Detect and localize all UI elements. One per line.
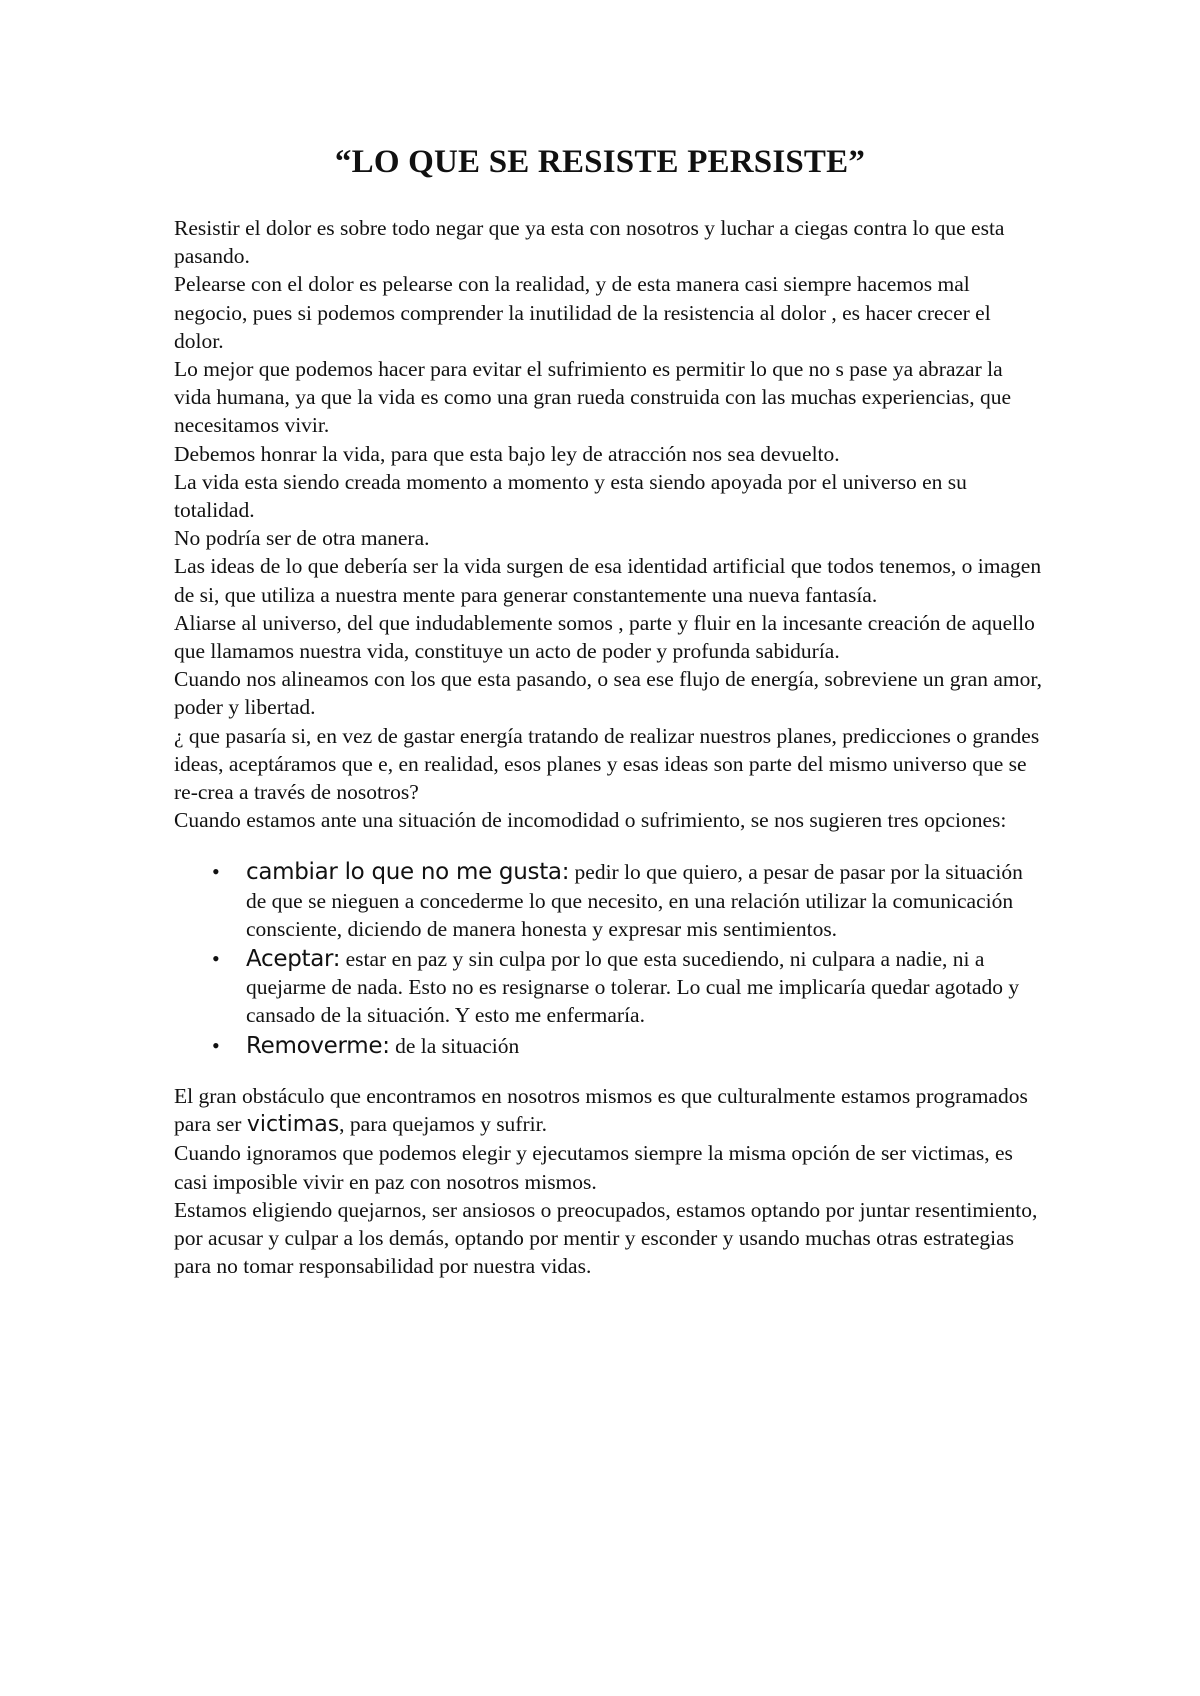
- option-item: [212, 1032, 1044, 1060]
- paragraph: Debemos honrar la vida, para que esta bajo ley de atracción nos sea devuelto.: [174, 441, 840, 466]
- page-title: “LO QUE SE RESISTE PERSISTE”: [334, 144, 866, 180]
- options-list: [174, 858, 1044, 1059]
- paragraph: Aliarse al universo, del que indudablemente somos , parte y fluir en la incesante creación de aquello que llamamos nuestra vida, constituye un acto de poder y profunda sabiduría.: [174, 610, 1035, 664]
- paragraph: Pelearse con el dolor es pelearse con la realidad, y de esta manera casi siempre hacemos mal negocio, pues si podemos comprender la inutilidad de la resistencia al dolor , es hacer crecer el dolor.: [174, 272, 991, 353]
- bullet-icon: •: [212, 1032, 220, 1058]
- paragraph: ¿ que pasaría si, en vez de gastar energía tratando de realizar nuestros planes, predicciones o grandes ideas, aceptáramos que e, en realidad, esos planes y esas ideas son parte del mismo universo que se re-crea a través de nosotros?: [174, 723, 1040, 805]
- paragraph: Cuando ignoramos que podemos elegir y ejecutamos siempre la misma opción de ser victimas, es casi imposible vivir en paz con nosotros mismos.: [174, 1141, 1013, 1194]
- emphasis-word: victimas: [246, 1112, 340, 1138]
- option-item: [212, 945, 1044, 1030]
- paragraph: Cuando estamos ante una situación de incomodidad o sufrimiento, se nos sugieren tres opciones:: [174, 808, 1007, 833]
- option-text: de la situación: [389, 1033, 520, 1058]
- option-name: Removerme:: [246, 1032, 390, 1059]
- option-name: cambiar lo que no me gusta:: [246, 859, 570, 886]
- obstacle-text-start: El gran obstáculo que encontramos en nosotros mismos es que culturalmente estamos programados para ser: [174, 1083, 1028, 1137]
- option-text: estar en paz y sin culpa por lo que esta sucediendo, ni culpara a nadie, ni a quejarme de nada. Esto no es resignarse o tolerar. Lo cual me implicaría quedar agotado y cansado de la situación. Y esto me enfermaría.: [246, 947, 1020, 1028]
- option-text: pedir lo que quiero, a pesar de pasar por la situación de que se nieguen a concederme lo que necesito, en una relación utilizar la comunicación consciente, diciendo de manera honesta y expresar mis sentimientos.: [246, 860, 1023, 941]
- paragraph: Cuando nos alineamos con los que esta pasando, o sea ese flujo de energía, sobreviene un gran amor, poder y libertad.: [174, 667, 1043, 720]
- paragraph: [174, 1082, 1044, 1139]
- obstacle-text-end: , para quejamos y sufrir.: [339, 1112, 547, 1137]
- option-name: Aceptar:: [246, 946, 341, 973]
- paragraph: La vida esta siendo creada momento a momento y esta siendo apoyada por el universo en su totalidad.: [174, 469, 967, 523]
- paragraph: Lo mejor que podemos hacer para evitar el sufrimiento es permitir lo que no s pase ya abrazar la vida humana, ya que la vida es como una gran rueda construida con las muchas experiencias, que necesitamos vivir.: [174, 357, 1011, 438]
- paragraph: Las ideas de lo que debería ser la vida surgen de esa identidad artificial que todos tenemos, o imagen de si, que utiliza a nuestra mente para generar constantemente una nueva fantasía.: [174, 554, 1042, 607]
- paragraph: Estamos eligiendo quejarnos, ser ansiosos o preocupados, estamos optando por juntar resentimiento, por acusar y culpar a los demás, optando por mentir y esconder y usando muchas otras estrategias para no tomar responsabilidad por nuestra vidas.: [174, 1197, 1038, 1279]
- paragraph: No podría ser de otra manera.: [174, 526, 430, 551]
- bullet-icon: •: [212, 859, 220, 885]
- option-item: [212, 858, 1044, 943]
- bullet-icon: •: [212, 946, 220, 972]
- paragraph: Resistir el dolor es sobre todo negar que ya esta con nosotros y luchar a ciegas contra lo que esta pasando.: [174, 216, 1005, 269]
- document-body: [174, 214, 1044, 1280]
